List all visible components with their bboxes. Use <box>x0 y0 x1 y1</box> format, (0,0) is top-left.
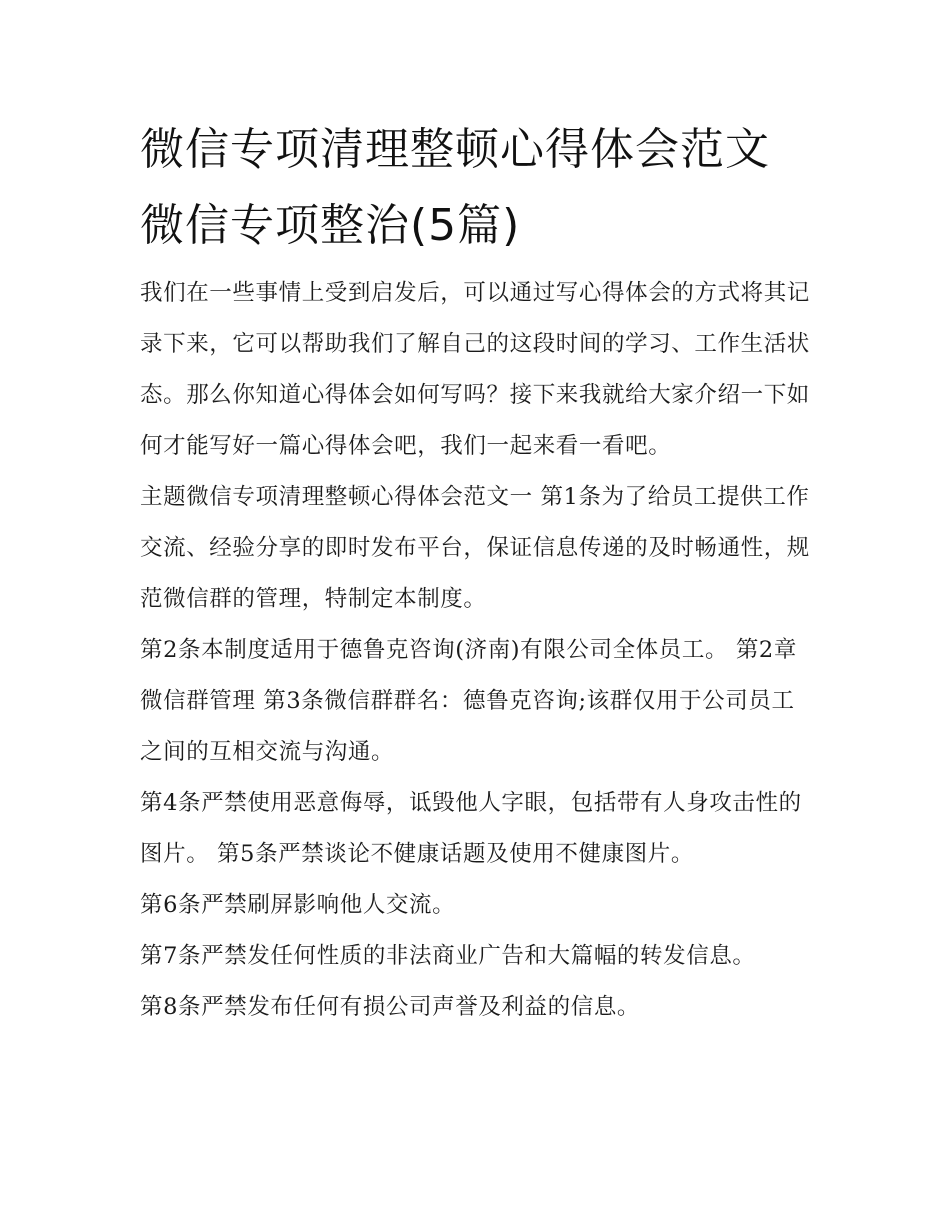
article-7-paragraph: 第7条严禁发任何性质的非法商业广告和大篇幅的转发信息。 <box>140 943 756 969</box>
article-8-paragraph: 第8条严禁发布任何有损公司声誉及利益的信息。 <box>140 994 641 1020</box>
article-1-paragraph: 主题微信专项清理整顿心得体会范文一 第1条为了给员工提供工作交流、经验分享的即时发布平台，保证信息传递的及时畅通性，规范微信群的管理，特制定本制度。 <box>140 484 810 612</box>
article-4-5-paragraph: 第4条严禁使用恶意侮辱，诋毁他人字眼，包括带有人身攻击性的图片。 第5条严禁谈论不健康话题及使用不健康图片。 <box>140 790 802 867</box>
intro-paragraph: 我们在一些事情上受到启发后，可以通过写心得体会的方式将其记录下来，它可以帮助我们了解自己的这段时间的学习、工作生活状态。那么你知道心得体会如何写吗？接下来我就给大家介绍一下如何才能写好一篇心得体会吧，我们一起来看一看吧。 <box>140 280 810 459</box>
document-body <box>140 112 812 1033</box>
article-6-paragraph: 第6条严禁刷屏影响他人交流。 <box>140 892 456 918</box>
document-title: 微信专项清理整顿心得体会范文 微信专项整治(5篇) <box>140 124 770 251</box>
article-2-3-paragraph: 第2条本制度适用于德鲁克咨询(济南)有限公司全体员工。 第2章微信群管理 第3条微信群群名：德鲁克咨询;该群仅用于公司员工之间的互相交流与沟通。 <box>140 637 797 765</box>
